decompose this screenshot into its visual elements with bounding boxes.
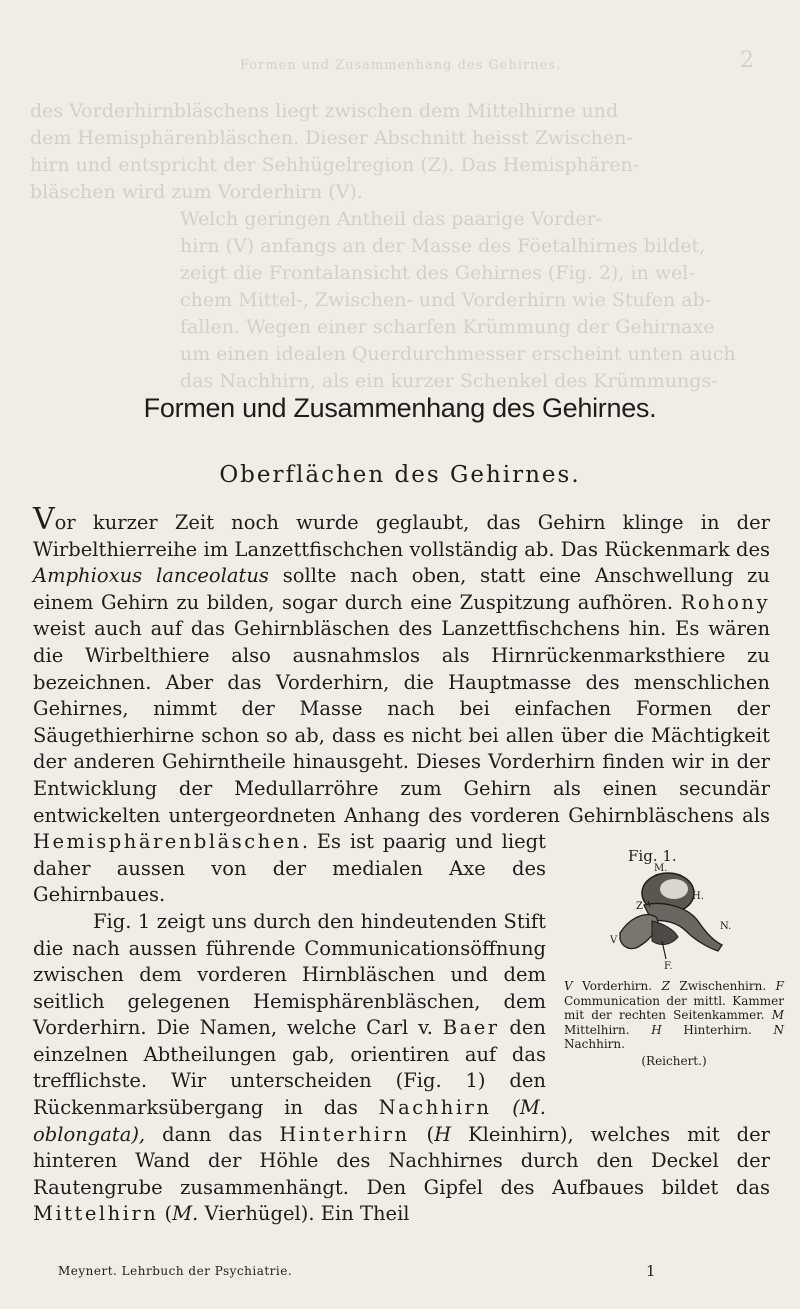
text-run: den einzelnen Abtheilungen gab, orientiren auf das trefflichste. Wir unterscheiden (Fig. 1) den Rückenmarksübergang in das <box>33 1016 546 1120</box>
bleed-line: des Vorderhirnbläschens liegt zwischen dem Mittelhirne und <box>30 100 619 122</box>
bleed-line: Welch geringen Antheil das paarige Vorder- <box>180 208 603 230</box>
caption-source: (Reichert.) <box>641 1053 707 1068</box>
text-run: Fig. 1 zeigt uns durch den hindeutenden Stift die nach aussen führende Communicationsöffnung zwischen dem vorderen Hirnbläschen und dem seitlich gelegenen Hemisphärenbläschen, dem Vorderhirn. Die Namen, welche Carl v. <box>33 909 546 1040</box>
caption-letter: H <box>651 1022 662 1037</box>
caption-text: Hinterhirn. <box>661 1022 774 1037</box>
caption-letter: M <box>771 1008 784 1023</box>
bleed-line: hirn und entspricht der Sehhügelregion (Z). Das Hemisphären- <box>30 154 640 176</box>
caption-letter: Z <box>661 979 670 994</box>
text-run: ( <box>158 1202 173 1226</box>
chapter-title: Formen und Zusammenhang des Gehirnes. <box>143 393 657 423</box>
spaced-name: Baer <box>442 1016 500 1040</box>
bleed-line: dem Hemisphärenbläschen. Dieser Abschnitt heisst Zwischen- <box>30 127 633 149</box>
bleed-text <box>30 98 770 395</box>
figure-letter-h: H. <box>692 891 704 903</box>
footer-signature: Meynert. Lehrbuch der Psychiatrie. <box>58 1264 293 1278</box>
bleed-line: chem Mittel-, Zwischen- und Vorderhirn wie Stufen ab- <box>180 289 712 311</box>
figure-letter-n: N. <box>720 921 732 933</box>
bleed-line: fallen. Wegen einer scharfen Krümmung der Gehirnaxe <box>180 316 715 338</box>
figure-caption <box>564 979 784 1068</box>
section-title: Oberflächen des Gehirnes. <box>219 462 581 488</box>
figure-1 <box>560 843 782 1113</box>
spaced-term: Hinterhirn <box>279 1122 410 1146</box>
figure-letter-v: V <box>610 935 618 947</box>
spaced-term: Mittelhirn <box>33 1202 159 1226</box>
bleed-running-head: Formen und Zusammenhang des Gehirnes. <box>240 58 562 73</box>
italic-term: Amphioxus lanceolatus <box>33 564 269 588</box>
caption-text: Zwischenhirn. <box>669 979 776 994</box>
bleed-line: um einen idealen Querdurchmesser erscheint unten auch <box>180 343 736 365</box>
body-text <box>33 502 784 1228</box>
text-run: dann das <box>145 1122 280 1146</box>
drop-cap: V <box>33 502 55 537</box>
caption-text: Vorderhirn. <box>572 979 662 994</box>
spaced-term: Nachhirn <box>378 1096 492 1120</box>
bleed-line: hirn (V) anfangs an der Masse des Föetalhirnes bildet, <box>180 235 706 257</box>
caption-letter: V <box>564 979 573 994</box>
spaced-name: Rohony <box>680 590 770 614</box>
figure-label: Fig. 1. <box>628 847 677 866</box>
italic-term: H <box>434 1122 452 1146</box>
text-run: . Es ist paarig und liegt daher aussen von der medialen Axe des Gehirnbaues. <box>33 830 546 907</box>
caption-letter: N <box>773 1022 784 1037</box>
figure-letter-z: Z <box>636 901 643 913</box>
italic-term: M. <box>172 1202 199 1226</box>
caption-text: Communication der mittl. Kammer mit der rechten Seitenkammer. <box>564 993 784 1023</box>
bleed-line: das Nachhirn, als ein kurzer Schenkel des Krümmungs- <box>180 370 718 392</box>
spaced-term: Hemisphärenbläschen <box>33 830 302 854</box>
italic-term: (M. oblongata), <box>33 1096 546 1146</box>
bleed-page-number: 2 <box>740 48 754 73</box>
caption-text: Mittelhirn. <box>564 1022 652 1037</box>
text-run: or kurzer Zeit noch wurde geglaubt, das Gehirn klinge in der Wirbelthierreihe im Lanzettfischchen vollständig ab. Das Rückenmark des <box>33 511 770 561</box>
text-run: Vierhügel). Ein Theil <box>198 1202 410 1226</box>
caption-letter: F <box>775 979 784 994</box>
text-run: weist auch auf das Gehirnbläschen des Lanzettfischchens hin. Es wären die Wirbelthiere also ausnahmslos als Hirnrückenmarksthiere zu bezeichnen. Aber das Vorderhirn, die Hauptmasse des menschlichen Gehirnes, nimmt der Masse nach bei einfachen Formen der Säugethierhirne schon so ab, dass es nicht bei allen über die Mächtigkeit der anderen Gehirntheile hinausgeht. Dieses Vorderhirn finden wir in der Entwicklung der Medullarröhre zum Gehirn als einen secundär entwickelten untergeordneten Anhang des vorderen Gehirnbläschens als <box>33 617 770 827</box>
footer-sheet-number: 1 <box>646 1262 656 1280</box>
figure-letter-m: M. <box>654 863 668 875</box>
bleed-line: bläschen wird zum Vorderhirn (V). <box>30 181 363 203</box>
text-run: Kleinhirn), welches mit der hinteren Wand der Höhle des Nachhirnes durch den Deckel der Rautengrube zusammenhängt. Den Gipfel des Aufbaues bildet das <box>33 1122 770 1199</box>
bleed-line: zeigt die Frontalansicht des Gehirnes (Fig. 2), in wel- <box>180 262 695 284</box>
text-run: ( <box>409 1122 435 1146</box>
text-run: sollte nach oben, statt eine Anschwellung zu einem Gehirn zu bilden, sogar durch eine Zuspitzung aufhören. <box>33 564 770 614</box>
figure-letter-f: F. <box>664 961 673 972</box>
brain-section-illustration <box>590 861 740 971</box>
bleed-through <box>0 0 800 500</box>
caption-text: Nachhirn. <box>564 1037 625 1052</box>
